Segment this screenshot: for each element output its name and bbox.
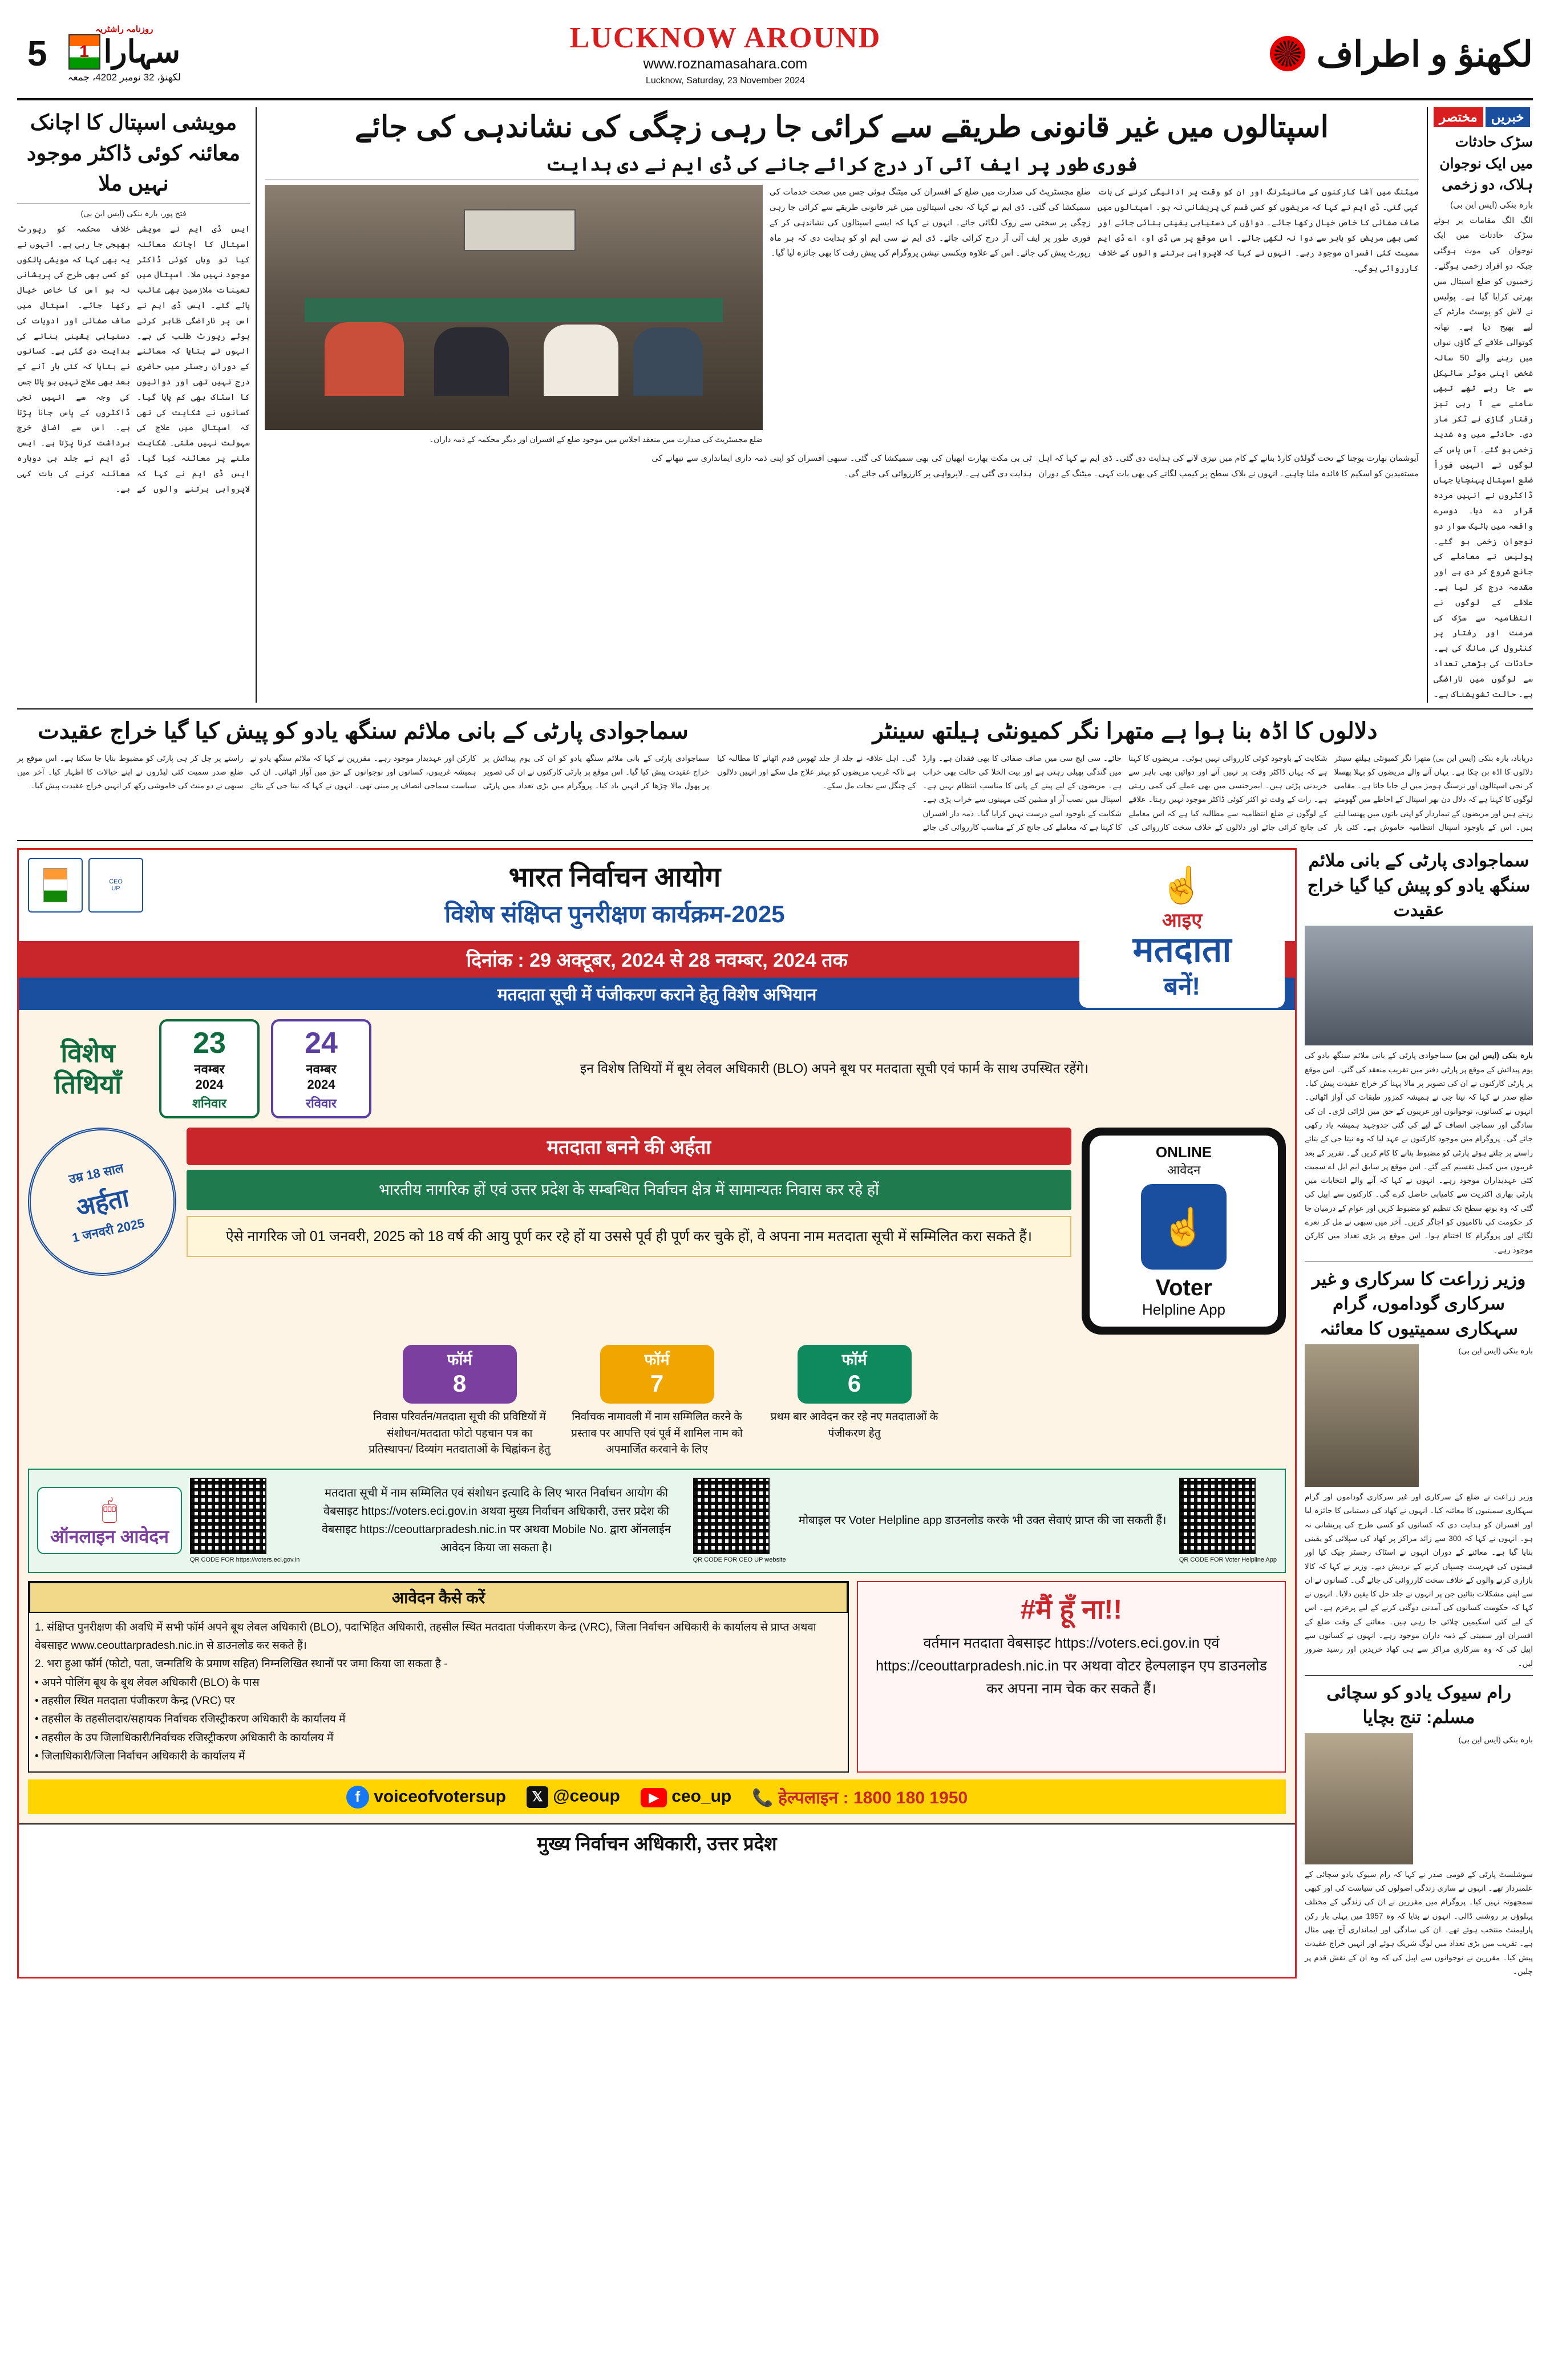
- eci-logo-icon: [28, 858, 83, 913]
- star-ornament-icon: [1270, 36, 1305, 71]
- election-commission-ad: [17, 848, 1297, 1978]
- lead-col-2: میٹنگ میں آشا کارکنوں کے مانیٹرنگ اور ان کو وقت پر ادائیگی کرنے کی بات کہی گئی۔ ڈی ایم نے کہا کہ مریضوں کو کسی قسم کی پریشانی نہ ہو۔ اسپتالوں میں صاف صفائی کا خاص خیال رکھا جائے۔ دواؤں کی دستیابی یقینی بنائی جائے اور کسی بھی مریض کو باہر سے دوا نہ لکھی جائے۔ اس موقع پر سی ڈی او، اے ڈی ایم سمیت کئی افسران موجود رہے۔ انہوں نے کہا کہ لاپرواہی برتنے والوں کے خلاف کارروائی ہوگی۔: [1097, 188, 1419, 274]
- right-rail: [1305, 848, 1533, 1978]
- form-badge-7: [600, 1345, 714, 1404]
- form-card-6: [760, 1345, 949, 1442]
- date-weekday: शनिवार: [192, 1096, 226, 1111]
- form-label: फॉर्म: [841, 1351, 867, 1369]
- rail-story-1: [1305, 848, 1533, 1257]
- qr-code-ceo-up[interactable]: [693, 1478, 770, 1554]
- brief-news-badges: [1434, 107, 1533, 127]
- section-title: LUCKNOW AROUND: [569, 22, 881, 54]
- aaiye-line-3: बनें!: [1163, 972, 1201, 1001]
- aaiye-line-1: आइए: [1162, 910, 1203, 932]
- date-card-24: [271, 1019, 371, 1118]
- phone-line-4: Helpline App: [1142, 1301, 1225, 1319]
- phone-line-3: Voter: [1155, 1275, 1212, 1301]
- form-number: 7: [650, 1369, 664, 1397]
- ad-footer: मुख्य निर्वाचन अधिकारी, उत्तर प्रदेश: [19, 1823, 1295, 1862]
- aaiye-matdata-banen-callout: [1079, 859, 1285, 1008]
- lead-subheadline: فوری طور پر ایف آئی آر درج کرائے جانے کی ڈی ایم نے دی ہدایت: [545, 153, 1138, 175]
- brief-body: الگ الگ مقامات پر ہوئے سڑک حادثات میں ایک نوجوان کی موت ہوگئی جبکہ دو افراد زخمی ہوگئے۔ زخمیوں کو ضلع اسپتال میں بھرتی کرایا گیا ہے۔ پولیس نے لاش کو پوسٹ مارٹم کے لیے بھیج دیا ہے۔ تھانہ کوتوالی علاقے کے گاؤں نیواں میں رہنے والے 50 سالہ شخص اپنی موٹر سائیکل سے جا رہے تھے تبھی سامنے سے آ رہی تیز رفتار گاڑی نے ٹکر مار دی۔ حادثے میں وہ شدید زخمی ہو گئے۔ آس پاس کے لوگوں نے انہیں فوراً ضلع اسپتال پہنچایا جہاں ڈاکٹروں نے انہیں مردہ قرار دے دیا۔ دوسرے واقعہ میں بائیک سوار دو نوجوان زخمی ہو گئے۔ پولیس نے معاملے کی جانچ شروع کر دی ہے اور مقدمہ درج کر لیا ہے۔ علاقے کے لوگوں نے انتظامیہ سے سڑک کی مرمت اور رفتار پر کنٹرول کی مانگ کی ہے۔ حادثات کی بڑھتی تعداد سے لوگوں میں ناراضگی ہے۔ حالت تشویشناک ہے۔: [1434, 216, 1533, 699]
- how-to-apply-item-5: • तहसील के तहसीलदार/सहायक निर्वाचक रजिस्ट्रीकरण अधिकारी के कार्यालय में: [35, 1713, 346, 1726]
- rail-photo-2: [1305, 1344, 1419, 1487]
- qr-block-1[interactable]: [190, 1478, 300, 1564]
- twitter-x-icon: 𝕏: [527, 1786, 548, 1808]
- phone-line-1: ONLINE: [1155, 1144, 1212, 1161]
- main-hoon-na-body: वर्तमान मतदाता वेबसाइट https://voters.eci.gov.in एवं https://ceouttarpradesh.nic.in पर अथवा वोटर हेल्पलाइन एप डाउनलोड कर अपना नाम चेक कर सकते हैं।: [876, 1635, 1267, 1697]
- brief-news-column: [1427, 107, 1533, 703]
- date-year: 2024: [307, 1077, 335, 1092]
- badge-mukhtasar: مختصر: [1434, 107, 1483, 127]
- form-label: फॉर्म: [644, 1351, 670, 1369]
- chc-story: [717, 715, 1533, 835]
- eligibility-paragraph: ऐसे नागरिक जो 01 जनवरी, 2025 को 18 वर्ष की आयु पूर्ण कर रहे हों या उससे पूर्व ही पूर्ण कर चुके हों, वे अपना नाम मतदाता सूची में सम्मिलित करा सकते हैं।: [187, 1216, 1071, 1257]
- ad-title-line-2: विशेष संक्षिप्त पुनरीक्षण कार्यक्रम-2025: [444, 901, 785, 928]
- secondary-body: ایس ڈی ایم نے مویشی اسپتال کا اچانک معائنہ کیا تو وہاں کوئی ڈاکٹر موجود نہیں ملا۔ اسپتال میں تعینات ملازمین بھی غائب پائے گئے۔ ایس ڈی ایم نے اس پر ناراضگی ظاہر کرتے ہوئے رپورٹ طلب کی ہے۔ انہوں نے بتایا کہ معائنے کے دوران رجسٹر میں حاضری درج نہیں تھی اور دوائیوں کا اسٹاک بھی کم پایا گیا۔ کسانوں نے شکایت کی تھی کہ اسپتال میں علاج کی سہولت نہیں ملتی۔ شکایت ملنے پر معائنہ کیا گیا۔ ایس ڈی ایم نے کہا کہ لاپرواہی برتنے والوں کے خلاف محکمہ کو رپورٹ بھیجی جا رہی ہے۔ انہوں نے یہ بھی کہا کہ مویشی پالکوں کو کسی بھی طرح کی پریشانی نہ ہو اس کا خاص خیال رکھا جائے۔ اسپتال میں صاف صفائی اور ادویات کی دستیابی یقینی بنانے کی ہدایت دی گئی ہے۔ کسانوں نے بتایا کہ کئی بار آنے کے بعد بھی علاج نہیں ہو پاتا جس کی وجہ سے انہیں نجی ڈاکٹروں کے پاس جانا پڑتا ہے۔ اس سے اضافی خرچ برداشت کرنا پڑتا ہے۔ ایس ڈی ایم نے جلد ہی دوبارہ معائنہ کرنے کی بات کہی ہے۔: [17, 224, 250, 494]
- qr-block-2[interactable]: [693, 1478, 786, 1564]
- qr-caption-1: QR CODE FOR https://voters.eci.gov.in: [190, 1556, 300, 1563]
- mouse-icon: 🖱: [102, 1494, 118, 1525]
- lead-headline: اسپتالوں میں غیر قانونی طریقے سے کرائی جا رہی زچگی کی نشاندہی کی جائے: [354, 111, 1329, 144]
- lead-story: [265, 107, 1419, 703]
- rail-story-2: [1305, 1267, 1533, 1671]
- page-number: 5: [27, 34, 47, 74]
- date-weekday: रविवार: [306, 1096, 337, 1111]
- stamp-line-1: उम्र 18 साल: [67, 1161, 125, 1187]
- eligibility-title: मतदाता बनने की अर्हता: [187, 1128, 1071, 1165]
- how-to-apply-item-1: 1. संक्षिप्त पुनरीक्षण की अवधि में सभी फॉर्म अपने बूथ लेवल अधिकारी (BLO), पदाभिहित अधिकारी, तहसील स्थित मतदाता पंजीकरण केन्द्र (VRC), जिला निर्वाचन अधिकारी के कार्यालय से प्राप्त अथवा वेबसाइट www.ceouttarpradesh.nic.in से डाउनलोड कर सकते हैं।: [35, 1621, 816, 1652]
- how-to-apply-item-7: • जिलाधिकारी/जिला निर्वाचन अधिकारी के कार्यालय में: [35, 1750, 245, 1762]
- eligibility-row: [28, 1128, 1286, 1335]
- ad-logos: [28, 858, 143, 913]
- website-url: www.roznamasahara.com: [643, 56, 808, 72]
- eligibility-stamp: [14, 1114, 190, 1290]
- qr-caption-2: QR CODE FOR CEO UP website: [693, 1556, 786, 1563]
- rail-story-3: [1305, 1680, 1533, 1978]
- date-month: नवम्बर: [306, 1062, 337, 1077]
- online-apply-label: ऑनलाइन आवेदन: [50, 1526, 169, 1547]
- form-badge-6: [798, 1345, 912, 1404]
- special-dates-label: विशेष तिथियाँ: [54, 1038, 122, 1100]
- rail-body-2a: بارہ بنکی (ایس این بی): [1458, 1347, 1533, 1356]
- online-application-row: [28, 1469, 1286, 1573]
- sp-body: سماجوادی پارٹی کے بانی ملائم سنگھ یادو کو ان کی یوم پیدائش پر خراج عقیدت پیش کیا گیا۔ اس موقع پر پارٹی کارکنوں نے ان کی تصویر پر پھول مالا چڑھا کر انہیں یاد کیا۔ پروگرام میں بڑی تعداد میں پارٹی کارکن اور عہدیدار موجود رہے۔ مقررین نے کہا کہ ملائم سنگھ یادو نے ہمیشہ غریبوں، کسانوں اور نوجوانوں کے حق میں آواز اٹھائی۔ ان کی سیاست سماجی انصاف پر مبنی تھی۔ انہوں نے کہا کہ نیتا جی کے بتائے راستے پر چل کر ہی پارٹی کو مضبوط بنایا جا سکتا ہے۔ اس موقع پر ضلع صدر سمیت کئی لیڈروں نے اپنے خیالات کا اظہار کیا۔ آخر میں سبھی نے دو منٹ کی خاموشی رکھ کر انہیں خراج عقیدت پیش کیا۔: [17, 753, 709, 790]
- special-dates-row: [28, 1019, 1286, 1118]
- online-text-2: मोबाइल पर Voter Helpline app डाउनलोड करके भी उक्त सेवाएं प्राप्त की जा सकती हैं।: [798, 1514, 1167, 1527]
- eligibility-box: भारतीय नागरिक हों एवं उत्तर प्रदेश के सम्बन्धित निर्वाचन क्षेत्र में सामान्यतः निवास कर रहे हों: [187, 1170, 1071, 1210]
- how-to-apply-item-6: • तहसील के उप जिलाधिकारी/निर्वाचक रजिस्ट्रीकरण अधिकारी के कार्यालय में: [35, 1732, 334, 1744]
- youtube-handle[interactable]: ▶ ceo_up: [641, 1787, 731, 1807]
- social-bar: [28, 1779, 1286, 1814]
- rail-body-1: بارہ بنکی (ایس این بی) سماجوادی پارٹی کے بانی ملائم سنگھ یادو کی یوم پیدائش کے موقع پر پارٹی دفتر میں تقریب منعقد کی گئی۔ اس موقع پر پارٹی کارکنوں نے ان کی تصویر پر مالا پہنا کر خراج عقیدت پیش کیا۔ ضلع صدر نے کہا کہ نیتا جی نے ہمیشہ کمزور طبقات کی آواز اٹھائی۔ انہوں نے کسانوں، نوجوانوں اور غریبوں کے حق میں لڑائی لڑی۔ ان کی سادگی اور سماجی انصاف کے لیے کی گئی جدوجہد ہمیشہ یاد رکھی جائے گی۔ پروگرام میں موجود کارکنوں نے عہد لیا کہ وہ نیتا جی کے بتائے راستے پر چلتے ہوئے پارٹی کو مضبوط بنانے کا کام کریں گے۔ تقریر کے بعد غریبوں میں کمبل تقسیم کیے گئے۔ اس موقع پر سابق ایم ایل اے سمیت کئی عہدیداران موجود رہے۔ انہوں نے کہا کہ آنے والے انتخابات میں پارٹی بھاری اکثریت سے کامیابی حاصل کرے گی۔ کارکنوں سے اپیل کی گئی کہ وہ بوتھ سطح تک تنظیم کو مضبوط کریں اور عوام کے درمیان جا کر حکومت کی ناکامیوں کو اجاگر کریں۔ آخر میں سبھی نے مل کر نعرے لگائے اور پروگرام کا اختتام ہوا۔ اس موقع پر بڑی تعداد میں کارکن موجود رہے۔: [1305, 1051, 1533, 1254]
- chc-body: دریاباد، بارہ بنکی (ایس این بی) متھرا نگر کمیونٹی ہیلتھ سینٹر دلالوں کا اڈہ بن چکا ہے۔ یہاں آنے والے مریضوں کو بہلا پھسلا کر نجی اسپتالوں اور نرسنگ ہومز میں لے جایا جاتا ہے۔ مقامی لوگوں کا کہنا ہے کہ دلال دن بھر اسپتال کے احاطے میں گھومتے رہتے ہیں اور مریضوں کے تیماردار کو اپنی باتوں میں پھنسا لیتے ہیں۔ اس کے باوجود اسپتال انتظامیہ خاموش ہے۔ کئی بار شکایت کے باوجود کوئی کارروائی نہیں ہوئی۔ مریضوں کا کہنا ہے کہ یہاں ڈاکٹر وقت پر نہیں آتے اور دوائیں بھی باہر سے خریدنی پڑتی ہیں۔ ایمرجنسی میں بھی عملے کی کمی رہتی ہے۔ رات کے وقت تو اکثر کوئی ڈاکٹر موجود نہیں رہتا۔ علاقے کے لوگوں نے ضلع انتظامیہ سے مطالبہ کیا ہے کہ اس معاملے کی جانچ کرائی جائے اور دلالوں کے خلاف سخت کارروائی کی جائے۔ سی ایچ سی میں صاف صفائی کا بھی فقدان ہے۔ وارڈ میں گندگی پھیلی رہتی ہے اور بیت الخلا کی حالت بھی خراب ہے۔ مریضوں کے لیے پینے کے پانی کا مناسب انتظام نہیں ہے۔ اسپتال میں نصب آر او مشین کئی مہینوں سے خراب پڑی ہے۔ شکایت کے باوجود اسے درست نہیں کرایا گیا۔ ذمہ دار افسران کا کہنا ہے کہ معاملے کی جانچ کر کے مناسب کارروائی کی جائے گی۔ اہل علاقہ نے جلد از جلد ٹھوس قدم اٹھانے کا مطالبہ کیا ہے تاکہ غریب مریضوں کو بہتر علاج مل سکے اور انہیں دلالوں کے چنگل سے نجات مل سکے۔: [717, 753, 1533, 832]
- apply-row: [28, 1581, 1286, 1773]
- how-to-apply-title: आवेदन कैसे करें: [29, 1582, 848, 1613]
- form-text-8: निवास परिवर्तन/मतदाता सूची की प्रविष्टियों में संशोधन/मतदाता फोटो पहचान पत्र का प्रतिस्थापन/ दिव्यांग मतदाताओं के चिह्नांकन हेतु: [369, 1411, 551, 1456]
- ceo-up-logo-icon: CEO UP: [88, 858, 143, 913]
- date-year: 2024: [195, 1077, 224, 1092]
- rail-body-3: سوشلسٹ پارٹی کے قومی صدر نے کہا کہ رام سیوک یادو سچائی کے علمبردار تھے۔ انہوں نے ساری زندگی اصولوں کی سیاست کی اور کبھی سمجھوتہ نہیں کیا۔ پروگرام میں مقررین نے ان کی زندگی کے مختلف پہلوؤں پر روشنی ڈالی۔ انہوں نے بتایا کہ وہ 1957 میں پہلی بار رکن پارلیمنٹ منتخب ہوئے تھے۔ ان کی سادگی اور ایمانداری آج بھی مثال ہے۔ تقریب میں بڑی تعداد میں لوگ شریک ہوئے اور انہیں خراج عقیدت پیش کیا۔ مقررین نے نوجوانوں سے اپیل کی کہ وہ ان کے نقش قدم پر چلیں۔: [1305, 1870, 1533, 1976]
- edition-line: Lucknow, Saturday, 23 November 2024: [645, 76, 805, 86]
- lead-col-1: ضلع مجسٹریٹ کی صدارت میں ضلع کے افسران کی میٹنگ ہوئی جس میں صحت خدمات کی سمیکشا کی گئی۔ ڈی ایم نے کہا کہ نجی اسپتالوں میں غیر قانونی طریقے سے کرائی جا رہی زچگی پر سختی سے روک لگائی جائے۔ انہوں نے کہا کہ ایسے اسپتالوں کی نشاندہی کر کے فوری طور پر ایف آئی آر درج کرائی جائے۔ ڈی ایم نے سی ایم او کو ہدایت دی کہ ہر ماہ رپورٹ پیش کی جائے۔ اس کے علاوہ ویکسی نیشن پروگرام کی پیش رفت کا بھی جائزہ لیا گیا۔: [769, 188, 1091, 258]
- form-number: 6: [847, 1369, 861, 1397]
- date-card-23: [159, 1019, 260, 1118]
- main-hoon-na-box: [857, 1581, 1286, 1773]
- qr-caption-3: QR CODE FOR Voter Helpline App: [1179, 1556, 1277, 1563]
- how-to-apply-box: [28, 1581, 849, 1773]
- qr-code-voters-eci[interactable]: [190, 1478, 266, 1554]
- lead-col-3: آیوشمان بھارت یوجنا کے تحت گولڈن کارڈ بنانے کے کام میں تیزی لانے کی ہدایت دی گئی۔ ڈی ایم نے کہا کہ اہل مستفیدین کو اسکیم کا فائدہ ملنا چاہیے۔ انہوں نے بلاک سطح پر کیمپ لگانے کی بھی بات کہی۔ میٹنگ کے دوران ٹی بی مکت بھارت ابھیان کی بھی سمیکشا کی گئی۔ سبھی افسران کو اپنی ذمہ داری ایمانداری سے نبھانے کی ہدایت دی گئی ہے۔ لاپرواہی پر کارروائی کی جائے گی۔: [651, 454, 1419, 479]
- lead-photo: [265, 185, 763, 430]
- rail-photo-1: [1305, 926, 1533, 1045]
- edition-date: لکھنؤ، 23 نومبر 2024، جمعہ: [67, 72, 181, 83]
- voter-app-icon: ☝: [1141, 1184, 1227, 1270]
- brief-headline: سڑک حادثات میں ایک نوجوان ہلاک، دو زخمی: [1439, 134, 1533, 193]
- online-apply-badge: [37, 1487, 182, 1554]
- form-label: फॉर्म: [447, 1351, 472, 1369]
- how-to-apply-item-4: • तहसील स्थित मतदाता पंजीकरण केन्द्र (VRC) पर: [35, 1695, 235, 1708]
- masthead: [17, 15, 1533, 100]
- urdu-section-title: لکھنؤ و اطراف: [1316, 34, 1533, 74]
- sp-headline: سماجوادی پارٹی کے بانی ملائم سنگھ یادو کو پیش کیا گیا خراج عقیدت: [38, 718, 689, 744]
- secondary-headline: مویشی اسپتال کا اچانک معائنہ کوئی ڈاکٹر موجود نہیں ملا: [26, 111, 241, 196]
- ad-title-line-1: भारत निर्वाचन आयोग: [508, 862, 721, 893]
- qr-block-3[interactable]: [1179, 1478, 1277, 1564]
- form-text-6: प्रथम बार आवेदन कर रहे नए मतदाताओं के पंजीकरण हेतु: [770, 1411, 938, 1440]
- form-number: 8: [452, 1369, 467, 1397]
- facebook-icon: f: [346, 1786, 369, 1809]
- main-hoon-na-title: #मैं हूँ ना!!: [1020, 1594, 1123, 1625]
- rail-headline-1: سماجوادی پارٹی کے بانی ملائم سنگھ یادو کو پیش کیا گیا خراج عقیدت: [1307, 850, 1531, 921]
- facebook-handle[interactable]: f voiceofvotersup: [346, 1786, 506, 1809]
- qr-code-helpline-app[interactable]: [1179, 1478, 1256, 1554]
- ad-title-block: [151, 858, 1078, 930]
- second-stories-row: [17, 715, 1533, 835]
- how-to-apply-item-3: • अपने पोलिंग बूथ के बूथ लेवल अधिकारी (BLO) के पास: [35, 1676, 260, 1689]
- logo-tagline: روزنامہ راشٹریہ: [95, 25, 153, 34]
- ad-body: [19, 1010, 1295, 1823]
- rail-headline-3: رام سیوک یادو کو سچائی مسلم: تنج بچایا: [1326, 1682, 1511, 1728]
- logo-wordmark: سہارا: [103, 35, 180, 69]
- brief-byline: بارہ بنکی (ایس این بی): [1450, 200, 1533, 210]
- phone-icon: 📞: [752, 1789, 774, 1808]
- secondary-byline: فتح پور، بارہ بنکی (ایس این بی): [80, 208, 187, 218]
- masthead-right: [1270, 33, 1533, 75]
- stamp-line-3: 1 जनवरी 2025: [71, 1216, 146, 1246]
- masthead-center: [181, 21, 1270, 86]
- rail-headline-2: وزیر زراعت کا سرکاری و غیر سرکاری گوداموں، گرام سہکاری سمیتیوں کا معائنہ: [1312, 1268, 1526, 1339]
- date-month: नवम्बर: [194, 1062, 225, 1077]
- phone-line-2: आवेदन: [1167, 1163, 1201, 1178]
- sp-story: [17, 715, 709, 835]
- eligibility-text-block: [187, 1128, 1071, 1257]
- online-text-1: मतदाता सूची में नाम सम्मिलित एवं संशोधन इत्यादि के लिए भारत निर्वाचन आयोग की वेबसाइट https://voters.eci.gov.in अथवा मुख्य निर्वाचन अधिकारी, उत्तर प्रदेश की वेबसाइट https://ceouttarpradesh.nic.in पर अथवा Mobile No. द्वारा ऑनलाईन आवेदन किया जा सकता है।: [321, 1487, 671, 1555]
- pointing-hand-icon: ☝: [1160, 866, 1204, 906]
- chc-headline: دلالوں کا اڈہ بنا ہوا ہے متھرا نگر کمیونٹی ہیلتھ سینٹر: [872, 718, 1378, 744]
- how-to-apply-item-2: 2. भरा हुआ फॉर्म (फोटो, पता, जन्मतिथि के प्रमाण सहित) निम्नलिखित स्थानों पर जमा किया जा सकता है -: [35, 1658, 448, 1671]
- aaiye-line-2: मतदाता: [1132, 930, 1232, 970]
- publication-logo: [67, 24, 181, 83]
- rail-body-2: وزیر زراعت نے ضلع کے سرکاری اور غیر سرکاری گوداموں اور گرام سہکاری سمیتیوں کا معائنہ کیا۔ انہوں نے کھاد کی دستیابی کا جائزہ لیا اور افسران کو ہدایت دی کہ کسانوں کو کسی طرح کی پریشانی نہ ہو۔ انہوں نے کہا کہ 300 سے زائد مراکز پر کھاد کی سپلائی کو یقینی بنایا گیا ہے۔ معائنے کے دوران انہوں نے اسٹاک رجسٹر چیک کیا اور قیمتوں کی فہرست چسپاں کرنے کے نردیش دیے۔ وزیر نے کہا کہ کالا بازاری کرنے والوں کے خلاف سخت کارروائی کی جائے گی۔ کسانوں نے ان سے اپنی مشکلات بتائیں جن پر انہوں نے جلد حل کا یقین دلایا۔ انہوں نے کہا کہ حکومت کسانوں کی آمدنی دوگنی کرنے کے لیے پرعزم ہے۔ اس کے لیے کئی اسکیمیں چلائی جا رہی ہیں۔ معائنے کے وقت ضلع کے افسران اور سمیتی کے ذمہ داران موجود رہے۔ انہوں نے کسانوں سے اپیل کی کہ وہ سرکاری مراکز سے ہی کھاد خریدیں اور رسید ضرور لیں۔: [1305, 1493, 1533, 1668]
- date-number: 24: [305, 1027, 338, 1060]
- sahara-emblem-icon: 1: [68, 34, 100, 70]
- lead-photo-caption: ضلع مجسٹریٹ کی صدارت میں منعقد اجلاس میں موجود ضلع کے افسران اور دیگر محکمہ کے ذمہ داران۔: [429, 435, 763, 444]
- top-stories-row: [17, 107, 1533, 703]
- phone-screen: [1090, 1136, 1278, 1327]
- badge-khabrein: خبریں: [1486, 107, 1530, 127]
- logo-main: [68, 34, 180, 70]
- helpline: 📞 हेल्पलाइन : 1800 180 1950: [752, 1789, 968, 1808]
- ad-and-rail: [17, 848, 1533, 1978]
- form-card-7: [563, 1345, 751, 1458]
- form-card-8: [366, 1345, 554, 1458]
- form-text-7: निर्वाचक नामावली में नाम सम्मिलित करने के प्रस्ताव पर आपत्ति एवं पूर्व में शामिल नाम को अपमार्जित करवाने के लिए: [571, 1411, 743, 1456]
- special-dates-note: इन विशेष तिथियों में बूथ लेवल अधिकारी (BLO) अपने बूथ पर मतदाता सूची एवं फार्म के साथ उपस्थित रहेंगे।: [580, 1061, 1089, 1076]
- ad-sub-bar: मतदाता सूची में पंजीकरण कराने हेतु विशेष अभियान: [19, 978, 1295, 1010]
- youtube-icon: ▶: [641, 1788, 667, 1807]
- masthead-left: [17, 24, 181, 83]
- twitter-handle[interactable]: 𝕏 @ceoup: [527, 1786, 620, 1808]
- forms-row: [28, 1345, 1286, 1458]
- secondary-story: [17, 107, 257, 703]
- ad-date-bar: दिनांक : 29 अक्टूबर, 2024 से 28 नवम्बर, 2024 तक: [19, 941, 1295, 978]
- rail-body-3a: بارہ بنکی (ایس این بی): [1458, 1735, 1533, 1744]
- date-number: 23: [193, 1027, 226, 1060]
- stamp-line-2: अर्हता: [73, 1184, 132, 1223]
- rail-photo-3: [1305, 1733, 1413, 1864]
- voter-helpline-phone-mock: [1082, 1128, 1286, 1335]
- form-badge-8: [403, 1345, 517, 1404]
